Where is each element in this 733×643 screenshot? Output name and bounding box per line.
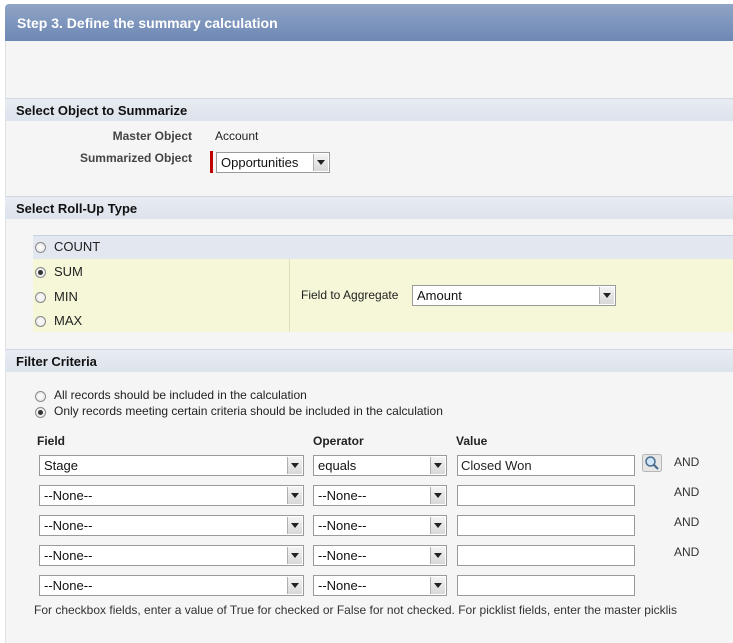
radio-min[interactable] — [35, 292, 46, 303]
column-header-field: Field — [37, 434, 66, 448]
filter-row-3-field-select[interactable] — [39, 515, 304, 536]
radio-max[interactable] — [35, 316, 46, 327]
column-header-operator: Operator — [313, 434, 364, 448]
summarized-object-label: Summarized Object — [79, 151, 192, 165]
filter-row-5-field-select[interactable] — [39, 575, 304, 596]
chevron-down-icon[interactable] — [430, 457, 445, 474]
filter-row-4-operator-select[interactable] — [313, 545, 447, 566]
rollup-count-row — [33, 235, 733, 260]
select-value: --None-- — [318, 518, 367, 533]
select-value: Amount — [417, 288, 462, 303]
chevron-down-icon[interactable] — [287, 547, 302, 564]
select-value: Opportunities — [221, 155, 299, 170]
section-title: Filter Criteria — [16, 354, 97, 369]
select-value: --None-- — [44, 578, 93, 593]
filter-row-4-value-input[interactable] — [457, 545, 635, 566]
chevron-down-icon[interactable] — [287, 457, 302, 474]
section-filter-criteria — [5, 349, 733, 372]
filter-row-1-operator-select[interactable] — [313, 455, 447, 476]
filter-row-5-operator-select[interactable] — [313, 575, 447, 596]
required-indicator — [210, 151, 213, 173]
select-value: --None-- — [318, 578, 367, 593]
chevron-down-icon[interactable] — [599, 287, 614, 304]
radio-sum-label: SUM — [54, 264, 83, 279]
filter-row-5-value-input[interactable] — [457, 575, 635, 596]
filter-row-3-operator-select[interactable] — [313, 515, 447, 536]
field-to-aggregate-select[interactable] — [412, 285, 616, 306]
select-value: equals — [318, 458, 357, 473]
radio-some-records[interactable] — [35, 407, 46, 418]
filter-hint-text: For checkbox fields, enter a value of True for checked or False for not checked. For picklist fields, enter the master picklis — [34, 603, 677, 617]
radio-all-records-label: All records should be included in the calculation — [54, 388, 307, 402]
select-value: --None-- — [44, 488, 93, 503]
select-value: --None-- — [318, 488, 367, 503]
summarized-object-select[interactable] — [216, 152, 330, 173]
divider — [289, 259, 290, 332]
radio-all-records[interactable] — [35, 391, 46, 402]
select-value: --None-- — [44, 518, 93, 533]
filter-row-2-operator-select[interactable] — [313, 485, 447, 506]
chevron-down-icon[interactable] — [287, 517, 302, 534]
radio-max-label: MAX — [54, 313, 83, 328]
section-select-object — [5, 98, 733, 121]
field-to-aggregate-label: Field to Aggregate — [301, 288, 399, 302]
section-title: Select Roll-Up Type — [16, 201, 138, 216]
conjunction-label: AND — [674, 455, 700, 469]
chevron-down-icon[interactable] — [430, 577, 445, 594]
radio-count[interactable] — [35, 242, 46, 253]
radio-sum[interactable] — [35, 267, 46, 278]
radio-some-records-label: Only records meeting certain criteria should be included in the calculation — [54, 404, 443, 418]
input-value: Closed Won — [461, 458, 532, 473]
select-value: Stage — [44, 458, 78, 473]
conjunction-label: AND — [674, 485, 700, 499]
radio-min-label: MIN — [54, 289, 78, 304]
radio-count-label: COUNT — [54, 239, 101, 254]
select-value: --None-- — [318, 548, 367, 563]
chevron-down-icon[interactable] — [313, 154, 328, 171]
chevron-down-icon[interactable] — [430, 547, 445, 564]
chevron-down-icon[interactable] — [287, 487, 302, 504]
step-title: Step 3. Define the summary calculation — [17, 15, 278, 31]
filter-row-1-value-input[interactable] — [457, 455, 635, 476]
filter-row-1-field-select[interactable] — [39, 455, 304, 476]
master-object-label: Master Object — [112, 129, 192, 143]
section-title: Select Object to Summarize — [16, 103, 188, 118]
filter-row-2-field-select[interactable] — [39, 485, 304, 506]
select-value: --None-- — [44, 548, 93, 563]
section-rollup-type — [5, 196, 733, 219]
filter-row-3-value-input[interactable] — [457, 515, 635, 536]
conjunction-label: AND — [674, 545, 700, 559]
chevron-down-icon[interactable] — [287, 577, 302, 594]
lookup-icon[interactable] — [642, 454, 662, 472]
filter-row-2-value-input[interactable] — [457, 485, 635, 506]
chevron-down-icon[interactable] — [430, 517, 445, 534]
step-header — [5, 4, 733, 41]
master-object-value: Account — [215, 129, 259, 143]
filter-row-4-field-select[interactable] — [39, 545, 304, 566]
column-header-value: Value — [456, 434, 488, 448]
chevron-down-icon[interactable] — [430, 487, 445, 504]
conjunction-label: AND — [674, 515, 700, 529]
